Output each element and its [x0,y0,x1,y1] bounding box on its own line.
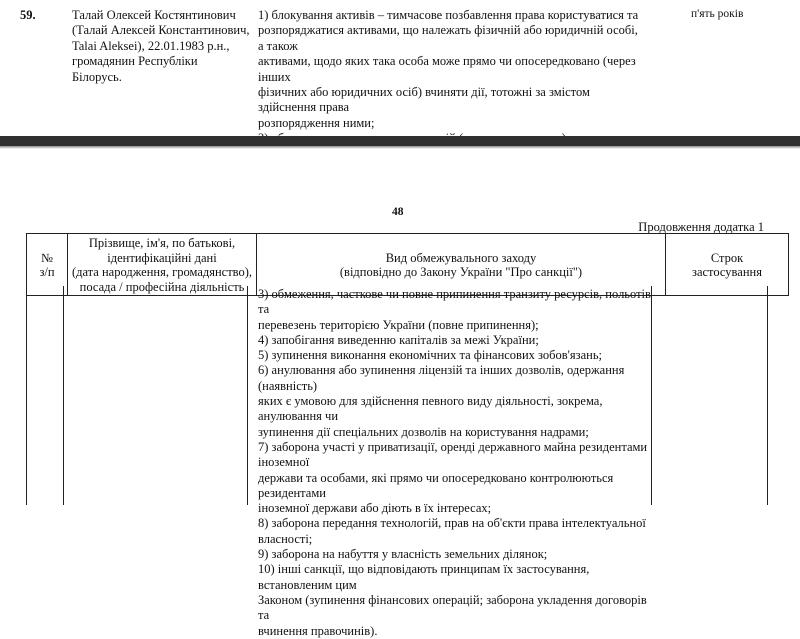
header-cell-number [27,234,68,296]
measure-line: розпорядження ними; [258,115,375,130]
measure-line: 4) запобігання виведенню капіталів за межі України; [258,332,539,347]
sanction-measures-continued [258,287,658,639]
measure-line: 5) зупинення виконання економічних та фінансових зобов'язань; [258,348,602,363]
measure-line: фізичних або юридичних осіб) вчиняти дії, тотожні за змістом здійснення права [258,85,590,115]
measure-line: зупинення дії спеціальних дозволів на користування надрами; [258,424,589,439]
header-text: ідентифікаційні дані [107,250,217,265]
measure-line: іноземної держави або діють в їх інтересах; [258,501,492,516]
column-border [63,286,64,505]
column-border [247,286,248,505]
continuation-label: Продовження додатка 1 [638,220,764,234]
header-text: (дата народження, громадянство), [71,265,253,279]
page-number: 48 [392,206,404,218]
column-border [26,286,27,505]
header-text: Прізвище, ім'я, по батькові, [88,236,236,250]
person-line: Талай Олексей Костянтинович [72,8,236,22]
measure-line: власності; [258,531,313,546]
column-border [767,286,768,505]
measure-line: держави та особами, які прямо чи опосередковано контролюються резидентами [258,470,614,500]
measure-line: активами, щодо яких така особа може прямо чи опосередковано (через інших [258,54,636,84]
header-text: Вид обмежувального заходу [385,250,537,265]
person-identification [72,8,250,85]
sanction-term: п'ять років [691,8,744,20]
header-text: (відповідно до Закону України "Про санкції") [339,265,583,279]
measure-line: перевезень територією України (повне припинення); [258,317,539,332]
person-line: (Талай Алексей Константинович, [72,23,250,38]
header-text: з/п [39,265,55,279]
person-line: Talai Aleksei), 22.01.1983 р.н., [72,38,230,53]
measure-line: 8) заборона передання технологій, прав на об'єкти права інтелектуальної [258,516,646,531]
measure-line: яких є умовою для здійснення певного виду діяльності, зокрема, анулювання чи [258,394,603,424]
measure-line: вчинення правочинів). [258,623,378,638]
header-text: посада / професійна діяльність [79,279,245,294]
header-text: № [41,250,53,265]
header-cell-person [68,234,257,296]
header-text: застосування [692,265,762,279]
measure-line: 6) анулювання або зупинення ліцензій та інших дозволів, одержання (наявність) [258,363,625,393]
person-line: громадянин Республіки Білорусь. [72,54,198,84]
measure-line: розпоряджатися активами, що належать фізичній або юридичній особі, а також [258,23,638,53]
header-text: Строк [710,250,744,265]
measure-line: 1) блокування активів – тимчасове позбавлення права користуватися та [258,8,639,22]
sanction-measures [258,8,643,147]
measure-line: Законом (зупинення фінансових операцій; заборона укладення договорів та [258,592,647,623]
measure-line: 9) заборона на набуття у власність земельних ділянок; [258,547,548,562]
measure-line: 10) інші санкції, що відповідають принципам їх застосування, встановленим цим [258,562,590,592]
measure-line: 7) заборона участі у приватизації, оренді державного майна резидентами іноземної [258,439,648,470]
page-separator [0,136,800,146]
page-separator-shadow [0,146,800,149]
measure-line: 3) обмеження, часткове чи повне припинення транзиту ресурсів, польотів та [258,287,651,317]
row-number: 59. [20,8,36,22]
header-cell-term [666,234,789,296]
